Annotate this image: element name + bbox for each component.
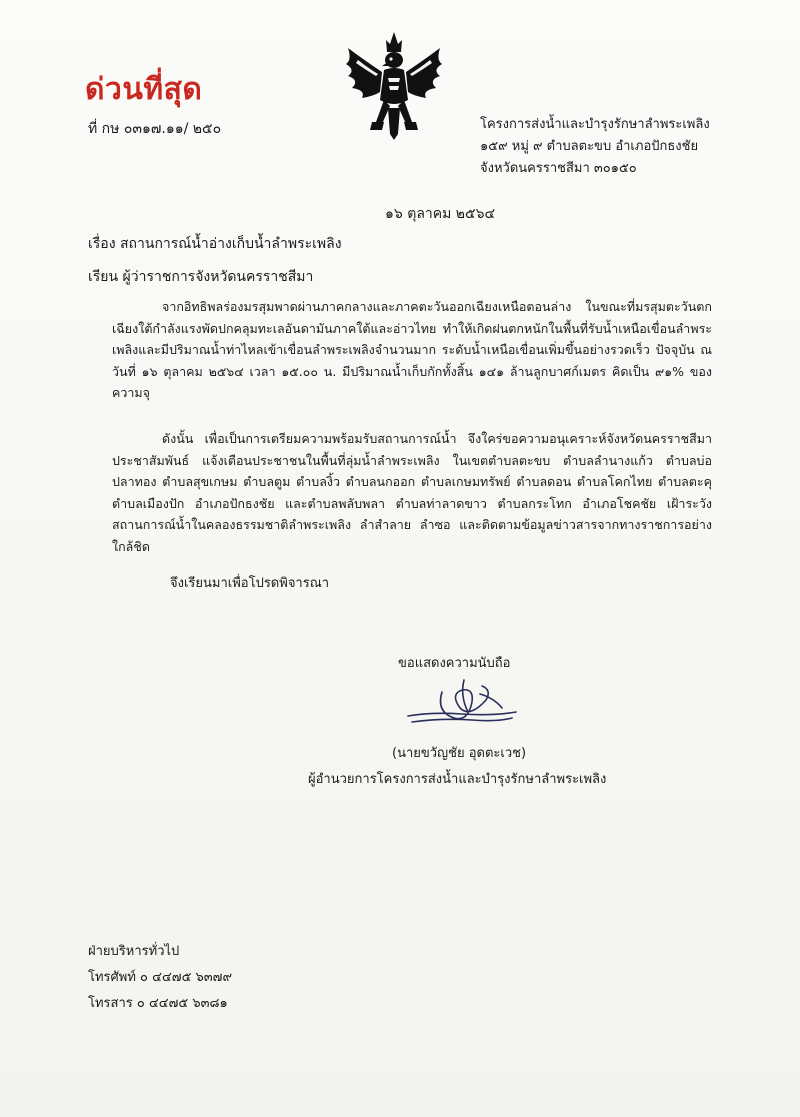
signer-name: (นายขวัญชัย อุดตะเวช) [392, 746, 527, 761]
address-line: จังหวัดนครราชสีมา ๓๐๑๕๐ [480, 161, 637, 176]
letter-recipient: เรียน ผู้ว่าราชการจังหวัดนครราชสีมา [88, 269, 314, 285]
footer-phone: โทรศัพท์ ๐ ๔๔๗๕ ๖๓๗๙ [88, 970, 232, 985]
signature-image [402, 672, 522, 732]
body-paragraph-3: จึงเรียนมาเพื่อโปรดพิจารณา [170, 576, 330, 591]
reference-number: ที่ กษ ๐๓๑๗.๑๑/ ๒๕๐ [88, 121, 222, 137]
letter-date: ๑๖ ตุลาคม ๒๕๖๔ [385, 206, 496, 222]
signer-title: ผู้อำนวยการโครงการส่งน้ำและบำรุงรักษาลำพระเพลิง [308, 772, 607, 787]
garuda-emblem-icon [338, 30, 450, 142]
address-line: ๑๕๙ หมู่ ๙ ตำบลตะขบ อำเภอปักธงชัย [480, 139, 699, 154]
body-paragraph-2: ดังนั้น เพื่อเป็นการเตรียมความพร้อมรับสถานการณ์น้ำ จึงใคร่ขอความอนุเคราะห์จังหวัดนครราชสีมาประชาสัมพันธ์ แจ้งเตือนประชาชนในพื้นที่ลุ่มน้ำลำพระเพลิง ในเขตตำบลตะขบ ตำบลลำนางแก้ว ตำบลบ่อปลาทอง ตำบลสุขเกษม ตำบลตูม ตำบลงิ้ว ตำบลนกออก ตำบลเกษมทรัพย์ ตำบลดอน ตำบลโคกไทย ตำบลตะคุ ตำบลเมืองปัก อำเภอปักธงชัย และตำบลพลับพลา ตำบลท่าลาดขาว ตำบลกระโทก อำเภอโชคชัย เฝ้าระวังสถานการณ์น้ำในคลองธรรมชาติลำพระเพลิง ลำสำลาย ลำซอ และติดตามข้อมูลข่าวสารจากทางราชการอย่างใกล้ชิด [112, 431, 712, 554]
footer-department: ฝ่ายบริหารทั่วไป [88, 944, 180, 959]
footer-fax: โทรสาร ๐ ๔๔๗๕ ๖๓๘๑ [88, 996, 228, 1011]
urgency-stamp: ด่วนที่สุด [85, 72, 203, 107]
body-paragraph-1: จากอิทธิพลร่องมรสุมพาดผ่านภาคกลางและภาคตะวันออกเฉียงเหนือตอนล่าง ในขณะที่มรสุมตะวันตกเฉียงใต้กำลังแรงพัดปกคลุมทะเลอันดามันภาคใต้และอ่าวไทย ทำให้เกิดฝนตกหนักในพื้นที่รับน้ำเหนือเขื่อนลำพระเพลิงและมีปริมาณน้ำท่าไหลเข้าเขื่อนลำพระเพลิงจำนวนมาก ระดับน้ำเหนือเขื่อนเพิ่มขึ้นอย่างรวดเร็ว ปัจจุบัน ณ วันที่ ๑๖ ตุลาคม ๒๕๖๔ เวลา ๑๕.๐๐ น. มีปริมาณน้ำเก็บกักทั้งสิ้น ๑๔๑ ล้านลูกบาศก์เมตร คิดเป็น ๙๑% ของความจุ [112, 299, 712, 400]
letter-subject: เรื่อง สถานการณ์น้ำอ่างเก็บน้ำลำพระเพลิง [88, 236, 342, 252]
sender-address [480, 114, 710, 180]
address-line: โครงการส่งน้ำและบำรุงรักษาลำพระเพลิง [480, 117, 710, 132]
closing-phrase: ขอแสดงความนับถือ [398, 656, 511, 671]
